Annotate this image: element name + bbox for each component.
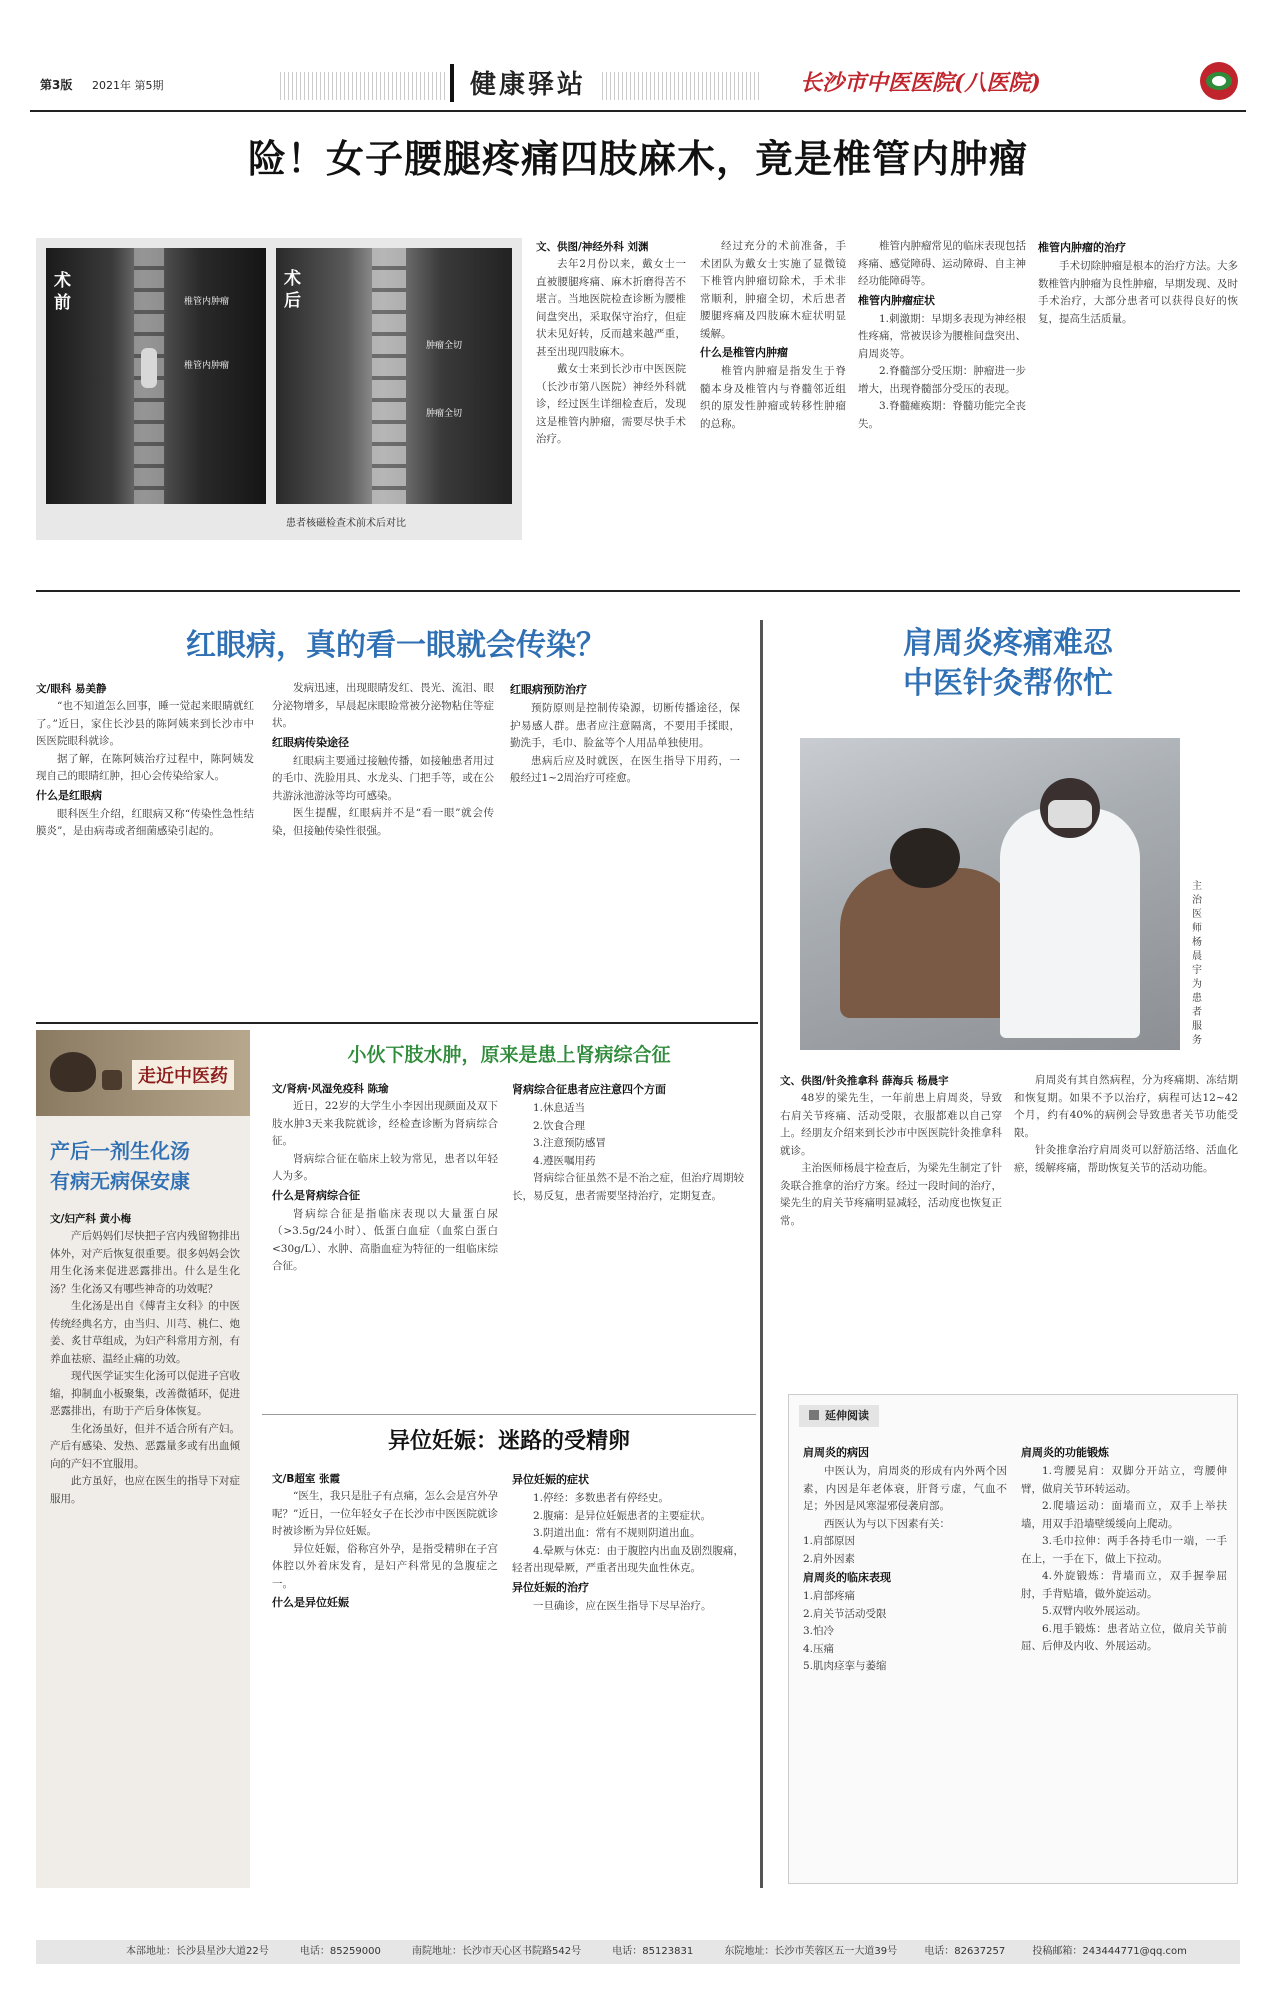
article-redeye-para: 患病后应及时就医，在医生指导下用药，一般经过1~2周治疗可痊愈。 xyxy=(510,754,740,784)
article-shoulder-para: 主治医师杨晨宇检查后，为梁先生制定了针灸联合推拿的治疗方案。经过一段时间的治疗，梁先生的肩关节疼痛明显减轻，活动度也恢复正常。 xyxy=(780,1162,1002,1227)
footer-phone-east: 电话：82637257 xyxy=(924,1946,1006,1957)
tcm-title-line2: 有病无病保安康 xyxy=(50,1169,190,1193)
tcm-byline: 文/妇产科 黄小梅 xyxy=(50,1213,131,1225)
article-shoulder-col2 xyxy=(1014,1072,1238,1392)
divider-1 xyxy=(36,590,1240,592)
article-redeye-subhead: 什么是红眼病 xyxy=(36,788,102,802)
acupuncture-photo-caption: 主治医师杨晨宇为患者服务 xyxy=(1192,881,1202,1046)
mri-caption: 患者核磁检查术前术后对比 xyxy=(286,518,406,529)
mri-after-cavity-label: 肿瘤全切 xyxy=(426,341,463,351)
article-tumor-para: 手术切除肿瘤是根本的治疗方法。大多数椎管内肿瘤为良性肿瘤，早期发现、及时手术治疗，大部分患者可以获得良好的恢复，提高生活质量。 xyxy=(1038,260,1238,325)
article-redeye-subhead: 红眼病传染途径 xyxy=(272,735,349,749)
article-nephrotic-para: 4.遵医嘱用药 xyxy=(533,1154,596,1167)
article-redeye-byline: 文/眼科 易美静 xyxy=(36,683,107,695)
extended-reading-para: 4.外旋锻炼：背墙而立，双手握拳屈肘，手背贴墙，做外旋运动。 xyxy=(1021,1570,1227,1600)
article-tumor-para: 去年2月份以来，戴女士一直被腰腿疼痛、麻木折磨得苦不堪言。当地医院检查诊断为腰椎间盘突出，采取保守治疗，但症状未见好转，反而越来越严重，甚至出现四肢麻木。 xyxy=(536,258,686,358)
extended-reading-subhead: 肩周炎的临床表现 xyxy=(803,1571,891,1584)
header-decor-bar-right xyxy=(602,72,762,100)
extended-reading-box xyxy=(788,1394,1238,1884)
article-redeye-col3 xyxy=(510,680,740,1010)
headline-tumor-text: 险！女子腰腿疼痛四肢麻木，竟是椎管内肿瘤 xyxy=(247,137,1028,181)
tcm-sidebar xyxy=(36,1030,250,1888)
extended-reading-para: 西医认为与以下因素有关： xyxy=(824,1517,950,1530)
extended-reading-item: 3.怕冷 xyxy=(803,1625,835,1637)
extended-reading-item: 2.肩关节活动受限 xyxy=(803,1607,887,1620)
extended-reading-para: 中医认为，肩周炎的形成有内外两个因素，内因是年老体衰，肝肾亏虚，气血不足；外因是风寒湿邪侵袭肩部。 xyxy=(803,1465,1007,1512)
article-ectopic-para: 2.腹痛：是异位妊娠患者的主要症状。 xyxy=(533,1509,712,1522)
footer-address: 本部地址：长沙县星沙大道22号 xyxy=(126,1946,269,1957)
article-tumor-byline: 文、供图/神经外科 刘渊 xyxy=(536,241,649,253)
article-tumor-subhead: 椎管内肿瘤的治疗 xyxy=(1038,241,1126,254)
divider-vertical xyxy=(760,620,763,1888)
article-nephrotic-para: 3.注意预防感冒 xyxy=(533,1137,607,1149)
page-footer xyxy=(36,1940,1240,1964)
article-tumor-para: 椎管内肿瘤常见的临床表现包括疼痛、感觉障碍、运动障碍、自主神经功能障碍等。 xyxy=(858,240,1026,287)
article-redeye-para: 眼科医生介绍，红眼病又称“传染性急性结膜炎”，是由病毒或者细菌感染引起的。 xyxy=(36,807,254,837)
article-ectopic-col2 xyxy=(512,1470,744,1890)
article-nephrotic-byline: 文/肾病·风湿免疫科 陈瑜 xyxy=(272,1083,389,1095)
headline-shoulder xyxy=(780,624,1236,704)
headline-shoulder-line2: 中医针灸帮你忙 xyxy=(903,666,1113,701)
tcm-title xyxy=(50,1136,240,1196)
headline-ectopic xyxy=(262,1424,756,1455)
article-nephrotic-para: 肾病综合征虽然不是不治之症，但治疗周期较长，易反复，患者需要坚持治疗，定期复查。 xyxy=(512,1172,744,1202)
extended-reading-item: 1.肩部原因 xyxy=(803,1535,856,1547)
extended-reading-subhead: 肩周炎的功能锻炼 xyxy=(1021,1446,1109,1459)
headline-tumor xyxy=(0,128,1276,183)
tcm-para: 此方虽好，也应在医生的指导下对症服用。 xyxy=(50,1475,240,1505)
article-tumor-subhead: 椎管内肿瘤症状 xyxy=(858,293,935,307)
headline-redeye xyxy=(36,620,756,664)
article-redeye-para: 红眼病主要通过接触传播，如接触患者用过的毛巾、洗脸用具、水龙头、门把手等，或在公共游泳池游泳等均可感染。 xyxy=(272,754,494,802)
extended-reading-para: 6.甩手锻炼：患者站立位，做肩关节前屈、后伸及内收、外展运动。 xyxy=(1021,1622,1227,1652)
tcm-para: 现代医学证实生化汤可以促进子宫收缩，抑制血小板聚集，改善微循环，促进恶露排出，有助于产后身体恢复。 xyxy=(50,1370,240,1417)
article-redeye-para: 预防原则是控制传染源，切断传播途径，保护易感人群。患者应注意隔离，不要用手揉眼，勤洗手，毛巾、脸盆等个人用品单独使用。 xyxy=(510,702,740,749)
article-nephrotic-para: 近日，22岁的大学生小李因出现颜面及双下肢水肿3天来我院就诊，经检查诊断为肾病综合征。 xyxy=(272,1100,498,1147)
tcm-banner-text: 走近中医药 xyxy=(132,1060,234,1090)
hospital-logo-icon xyxy=(1200,62,1238,100)
article-redeye-col2 xyxy=(272,680,494,1010)
footer-east-address: 东院地址：长沙市芙蓉区五一大道39号 xyxy=(724,1946,898,1957)
headline-nephrotic-text: 小伙下肢水肿，原来是患上肾病综合征 xyxy=(347,1044,671,1066)
extended-reading-label xyxy=(799,1405,879,1427)
headline-ectopic-text: 异位妊娠：迷路的受精卵 xyxy=(387,1429,630,1454)
article-ectopic-para: 一旦确诊，应在医生指导下尽早治疗。 xyxy=(533,1599,712,1612)
article-tumor-col2 xyxy=(700,238,846,558)
extended-reading-item: 1.肩部疼痛 xyxy=(803,1590,856,1602)
article-redeye-col1 xyxy=(36,680,254,1010)
article-tumor-para: 3.脊髓瘫痪期：脊髓功能完全丧失。 xyxy=(858,400,1026,430)
footer-email: 投稿邮箱：243444771@qq.com xyxy=(1032,1946,1187,1957)
headline-redeye-text: 红眼病，真的看一眼就会传染？ xyxy=(186,628,606,663)
headline-nephrotic xyxy=(262,1040,756,1067)
footer-south-address: 南院地址：长沙市天心区书院路542号 xyxy=(412,1946,582,1957)
page-number: 第3版 xyxy=(40,78,73,92)
divider-3 xyxy=(262,1414,756,1415)
mri-before-tumor-label-2: 椎管内肿瘤 xyxy=(184,361,230,371)
extended-reading-item: 5.肌肉痉挛与萎缩 xyxy=(803,1660,887,1672)
section-title-bar xyxy=(450,64,454,102)
mri-after-cavity-label-2: 肿瘤全切 xyxy=(426,409,463,419)
article-tumor-para: 戴女士来到长沙市中医医院（长沙市第八医院）神经外科就诊，经过医生详细检查后，发现这是椎管内肿瘤，需要尽快手术治疗。 xyxy=(536,363,686,445)
article-nephrotic-para: 1.休息适当 xyxy=(533,1102,586,1114)
tcm-body xyxy=(50,1210,240,1880)
article-ectopic-subhead: 异位妊娠的治疗 xyxy=(512,1580,589,1594)
article-ectopic-para: 异位妊娠，俗称宫外孕，是指受精卵在子宫体腔以外着床发育，是妇产科常见的急腹症之一。 xyxy=(272,1542,498,1590)
article-tumor-para: 经过充分的术前准备，手术团队为戴女士实施了显微镜下椎管内肿瘤切除术，手术非常顺利，肿瘤全切，术后患者腰腿疼痛及四肢麻木症状明显缓解。 xyxy=(700,240,846,340)
article-redeye-subhead: 红眼病预防治疗 xyxy=(510,683,587,696)
article-ectopic-subhead: 什么是异位妊娠 xyxy=(272,1596,349,1609)
extended-reading-item: 2.肩外因素 xyxy=(803,1552,856,1565)
article-shoulder-para: 48岁的梁先生，一年前患上肩周炎，导致右肩关节疼痛、活动受限，衣服都难以自己穿上。经朋友介绍来到长沙市中医医院针灸推拿科就诊。 xyxy=(780,1092,1002,1157)
article-ectopic-para: 1.停经：多数患者有停经史。 xyxy=(533,1492,670,1504)
mri-after-label: 术后 xyxy=(284,269,301,311)
article-ectopic-subhead: 异位妊娠的症状 xyxy=(512,1473,589,1486)
extended-reading-label-text: 延伸阅读 xyxy=(825,1409,869,1422)
extended-reading-para: 3.毛巾拉伸：两手各持毛巾一端，一手在上，一手在下，做上下拉动。 xyxy=(1021,1535,1227,1565)
article-tumor-col3 xyxy=(858,238,1026,558)
article-tumor-col1 xyxy=(536,238,686,558)
section-title: 健康驿站 xyxy=(470,70,587,100)
extended-reading-col2 xyxy=(1021,1443,1227,1873)
page-header xyxy=(30,58,1246,116)
mri-figure xyxy=(36,238,522,540)
article-tumor-subhead: 什么是椎管内肿瘤 xyxy=(700,346,788,359)
footer-phone-south: 电话：85123831 xyxy=(612,1946,694,1957)
article-shoulder-para: 肩周炎有其自然病程，分为疼痛期、冻结期和恢复期。如果不予以治疗，病程可达12~42个月，约有40%的病例会导致患者关节功能受限。 xyxy=(1014,1074,1238,1139)
article-nephrotic-subhead: 什么是肾病综合征 xyxy=(272,1188,360,1202)
article-shoulder-col1 xyxy=(780,1072,1002,1392)
article-tumor-para: 1.刺激期：早期多表现为神经根性疼痛，常被误诊为腰椎间盘突出、肩周炎等。 xyxy=(858,312,1026,360)
tcm-para: 生化汤虽好，但并不适合所有产妇。产后有感染、发热、恶露量多或有出血倾向的产妇不宜服用。 xyxy=(50,1422,240,1470)
extended-reading-para: 5.双臂内收外展运动。 xyxy=(1042,1605,1147,1617)
issue-date: 2021年 第5期 xyxy=(92,79,164,92)
hospital-logo-text: 长沙市中医医院(八医院) xyxy=(800,70,1041,96)
article-ectopic-para: 4.晕厥与休克：由于腹腔内出血及剧烈腹痛，轻者出现晕厥，严重者出现失血性休克。 xyxy=(512,1544,744,1574)
article-redeye-para: “也不知道怎么回事，睡一觉起来眼睛就红了。”近日，家住长沙县的陈阿姨来到长沙市中医医院眼科就诊。 xyxy=(36,700,254,747)
extended-reading-para: 1.弯腰晃肩：双脚分开站立，弯腰伸臂，做肩关节环转运动。 xyxy=(1021,1465,1227,1495)
article-ectopic-para: “医生，我只是肚子有点痛，怎么会是宫外孕呢？”近日，一位年轻女子在长沙市中医医院就诊时被诊断为异位妊娠。 xyxy=(272,1490,498,1537)
article-nephrotic-para: 2.饮食合理 xyxy=(533,1119,586,1132)
article-tumor-para: 2.脊髓部分受压期：肿瘤进一步增大，出现脊髓部分受压的表现。 xyxy=(858,365,1026,395)
footer-phone-main: 电话：85259000 xyxy=(299,1946,381,1957)
mri-before-image xyxy=(46,248,266,504)
tcm-para: 生化汤是出自《傅青主女科》的中医传统经典名方，由当归、川芎、桃仁、炮姜、炙甘草组成，为妇产科常用方剂，有养血祛瘀、温经止痛的功效。 xyxy=(50,1300,240,1365)
extended-reading-para: 2.爬墙运动：面墙而立，双手上举扶墙，用双手沿墙壁缓缓向上爬动。 xyxy=(1021,1500,1227,1530)
article-ectopic-col1 xyxy=(272,1470,498,1890)
headline-shoulder-line1: 肩周炎疼痛难忍 xyxy=(903,626,1113,661)
divider-2 xyxy=(36,1022,758,1024)
article-redeye-para: 医生提醒，红眼病并不是“看一眼”就会传染，但接触传染性很强。 xyxy=(272,807,494,837)
tcm-banner xyxy=(36,1030,250,1116)
extended-reading-col1 xyxy=(803,1443,1007,1873)
tcm-para: 产后妈妈们尽快把子宫内残留物排出体外，对产后恢复很重要。很多妈妈会饮用生化汤来促进恶露排出。什么是生化汤？生化汤又有哪些神奇的功效呢？ xyxy=(50,1230,240,1295)
cup-icon xyxy=(102,1070,122,1090)
extended-reading-subhead: 肩周炎的病因 xyxy=(803,1446,869,1459)
mri-after-image xyxy=(276,248,512,504)
teapot-icon xyxy=(50,1052,96,1092)
tcm-title-line1: 产后一剂生化汤 xyxy=(50,1139,190,1163)
article-shoulder-para: 针灸推拿治疗肩周炎可以舒筋活络、活血化瘀，缓解疼痛，帮助恢复关节的活动功能。 xyxy=(1014,1144,1238,1174)
article-nephrotic-subhead: 肾病综合征患者应注意四个方面 xyxy=(512,1083,666,1096)
article-tumor-col4 xyxy=(1038,238,1238,558)
acupuncture-photo xyxy=(800,738,1180,1050)
article-redeye-para: 据了解，在陈阿姨治疗过程中，陈阿姨发现自己的眼睛红肿，担心会传染给家人。 xyxy=(36,752,254,782)
mri-before-tumor-label: 椎管内肿瘤 xyxy=(184,297,230,307)
article-nephrotic-para: 肾病综合征在临床上较为常见，患者以年轻人为多。 xyxy=(272,1152,498,1182)
article-tumor-para: 椎管内肿瘤是指发生于脊髓本身及椎管内与脊髓邻近组织的原发性肿瘤或转移性肿瘤的总称。 xyxy=(700,365,846,430)
mri-before-label: 术前 xyxy=(54,271,71,313)
article-shoulder-byline: 文、供图/针灸推拿科 薛海兵 杨晨宇 xyxy=(780,1075,949,1087)
book-icon xyxy=(809,1410,819,1420)
article-nephrotic-para: 肾病综合征是指临床表现以大量蛋白尿（>3.5g/24小时）、低蛋白血症（血浆白蛋白<30g/L）、水肿、高脂血症为特征的一组临床综合征。 xyxy=(272,1207,498,1272)
header-decor-bar xyxy=(280,72,445,100)
header-rule xyxy=(30,110,1246,112)
article-ectopic-byline: 文/B超室 张霞 xyxy=(272,1473,340,1485)
article-nephrotic-col2 xyxy=(512,1080,744,1400)
extended-reading-item: 4.压痛 xyxy=(803,1642,835,1655)
article-nephrotic-col1 xyxy=(272,1080,498,1400)
article-redeye-para: 发病迅速，出现眼睛发红、畏光、流泪、眼分泌物增多，早晨起床眼睑常被分泌物粘住等症状。 xyxy=(272,682,494,729)
article-ectopic-para: 3.阴道出血：常有不规则阴道出血。 xyxy=(533,1527,701,1539)
